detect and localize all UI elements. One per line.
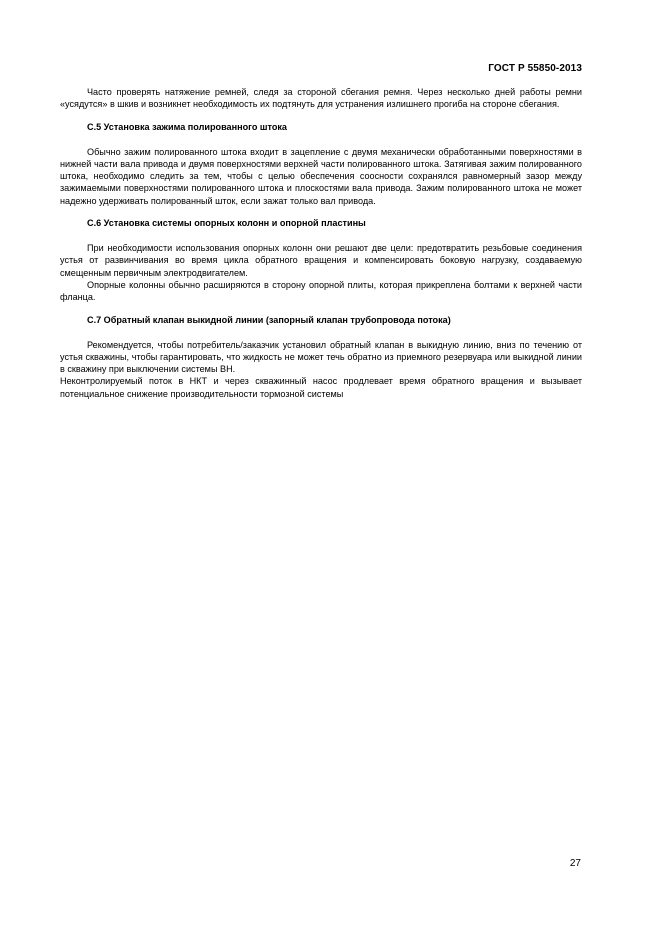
page-number: 27 xyxy=(569,858,581,869)
section-c6 xyxy=(60,217,582,303)
section-heading: С.5 Установка зажима полированного штока xyxy=(87,121,287,132)
document-body xyxy=(60,86,582,400)
section-c7 xyxy=(60,314,582,400)
section-paragraph: Рекомендуется, чтобы потребитель/заказчик установил обратный клапан в выкидную линию, вниз по течению от устья скважины, чтобы гарантировать, что жидкость не может течь обратно из приемного резервуара или выкидной линии в скважину при выключении системы ВН. xyxy=(60,339,582,375)
section-paragraph: При необходимости использования опорных колонн они решают две цели: предотвратить резьбовые соединения устья от развинчивания во время цикла обратного вращения и компенсировать боковую нагрузку, создаваемую смещенным первичным электродвигателем. xyxy=(60,243,582,278)
section-heading: С.7 Обратный клапан выкидной линии (запорный клапан трубопровода потока) xyxy=(87,314,451,325)
intro-paragraph: Часто проверять натяжение ремней, следя за стороной сбегания ремня. Через несколько дней работы ремни «усядутся» в шкив и возникнет необходимость их подтянуть для устранения излишнего прогиба на стороне сбегания. xyxy=(60,87,582,110)
section-paragraph-unindented: Неконтролируемый поток в НКТ и через скважинный насос продлевает время обратного вращения и вызывает потенциальное снижение производительности тормозной системы xyxy=(60,376,582,399)
section-paragraph: Обычно зажим полированного штока входит в зацепление с двумя механически обработанными поверхностями в нижней части вала привода и двумя поверхностями верхней части полированного штока. Затягивая зажим полированного штока, необходимо следить за тем, чтобы с целью обеспечения соосности сохранялся равномерный зазор между зажимаемыми поверхностями полированного штока и плоскостями вала привода. Зажим полированного штока не может надежно удерживать полированный шток, если зажат только вал привода. xyxy=(60,146,582,206)
section-heading: С.6 Установка системы опорных колонн и опорной пластины xyxy=(87,218,366,229)
section-paragraph: Опорные колонны обычно расширяются в сторону опорной плиты, которая прикреплена болтами к верхней части фланца. xyxy=(60,279,582,303)
document-code: ГОСТ Р 55850-2013 xyxy=(488,63,582,74)
section-c5 xyxy=(60,121,582,207)
